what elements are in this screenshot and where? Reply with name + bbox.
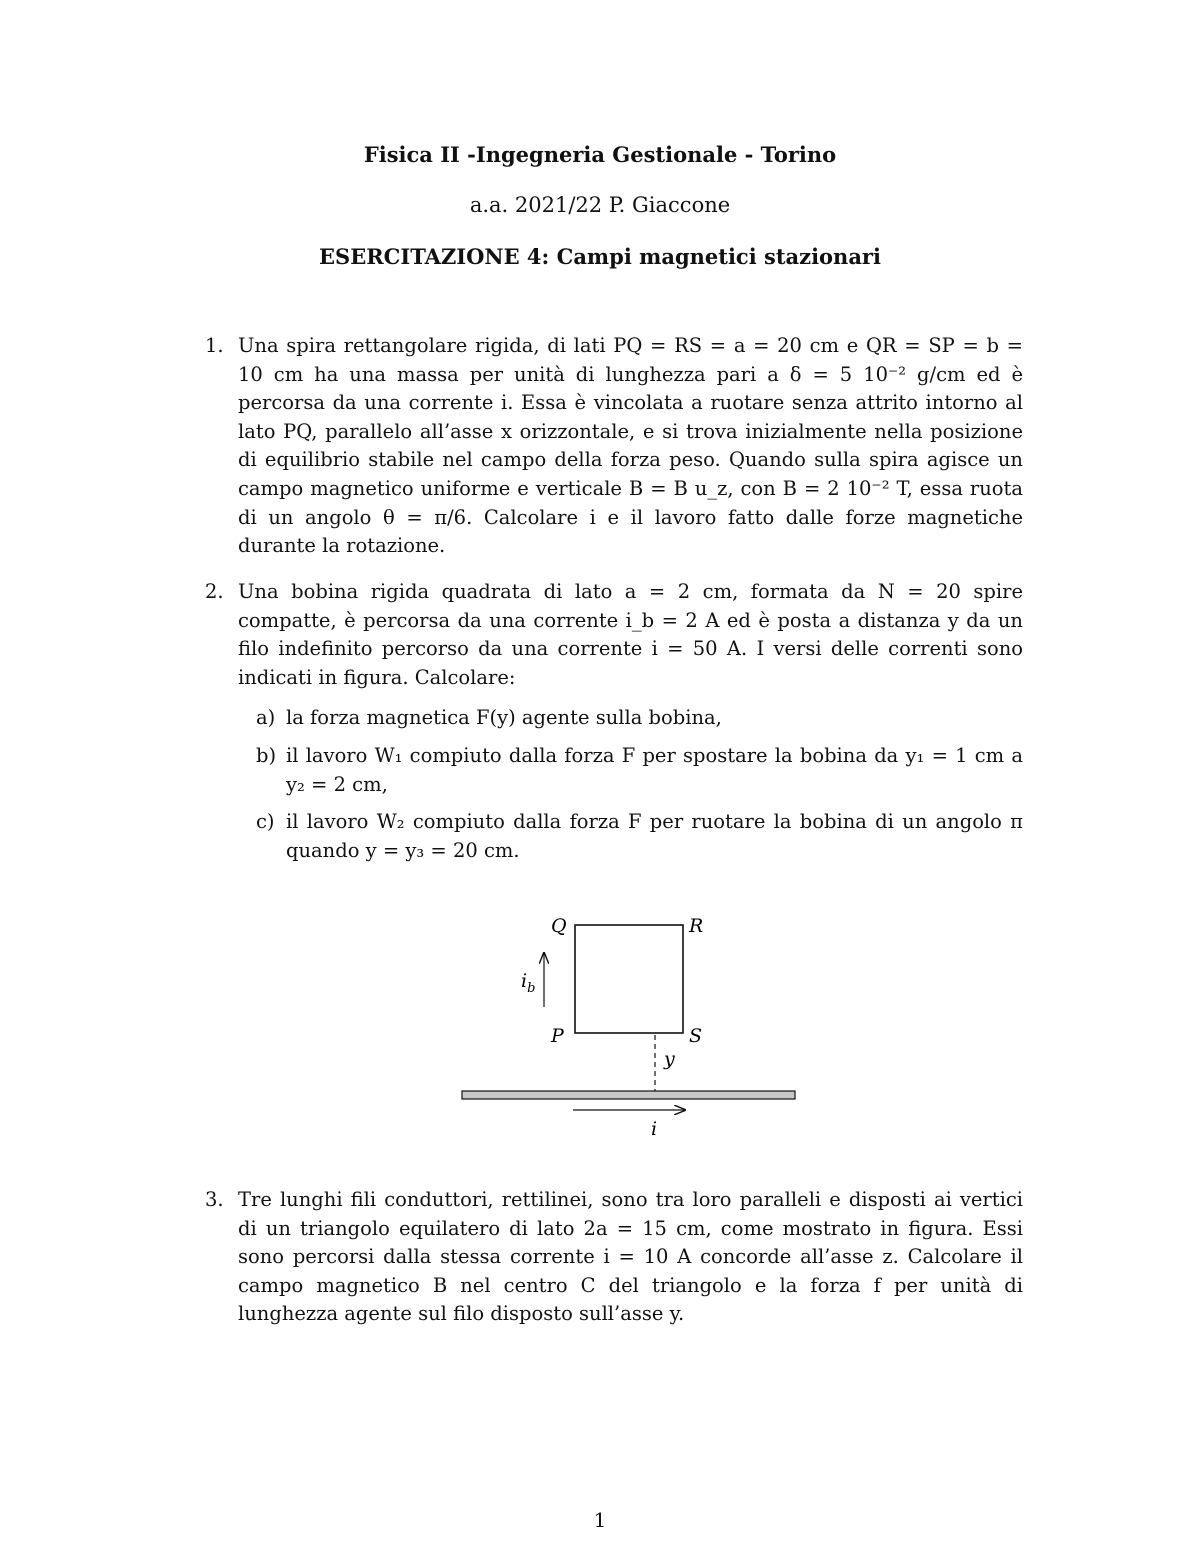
infinite-wire — [462, 1091, 795, 1099]
subitem-label: c) — [256, 810, 275, 834]
subitem-text: il lavoro W₂ compiuto dalla forza F per ruotare la bobina di un angolo π quando y = y₃ = 20 cm. — [286, 810, 1023, 862]
vertex-label-q: Q — [551, 915, 567, 937]
subitem-b — [238, 742, 1023, 799]
exercise-title: ESERCITAZIONE 4: Campi magnetici stazionari — [319, 244, 881, 269]
page-number: 1 — [593, 1508, 607, 1532]
subitem-label: a) — [256, 706, 276, 730]
document-subtitle: a.a. 2021/22 P. Giaccone — [469, 193, 731, 217]
subitem-text: il lavoro W₁ compiuto dalla forza F per spostare la bobina da y₁ = 1 cm a y₂ = 2 cm, — [286, 743, 1023, 796]
problem-3 — [205, 1186, 1023, 1329]
problem-text: Una bobina rigida quadrata di lato a = 2 cm, formata da N = 20 spire compatte, è percorsa da una corrente i_b = 2 A ed è posta a distanza y da un filo indefinito percorso da una corrente i = 50 A. I versi delle correnti sono indicati in figura. Calcolare: — [238, 580, 1023, 689]
subitem-label: b) — [256, 743, 277, 767]
problem-2 — [205, 578, 1023, 874]
subitem-list — [238, 704, 1023, 865]
square-coil — [575, 925, 683, 1033]
subitem-c — [238, 808, 1023, 865]
coil-current-label: $i_b$ — [521, 970, 536, 996]
vertex-label-s: S — [689, 1025, 703, 1047]
problem-number: 3. — [205, 1188, 224, 1211]
document-title: Fisica II -Ingegneria Gestionale - Torino — [363, 142, 837, 167]
problem-1 — [205, 332, 1023, 561]
problem-number: 2. — [205, 580, 224, 603]
problem-number: 1. — [205, 334, 224, 357]
subitem-text: la forza magnetica F(y) agente sulla bobina, — [286, 706, 722, 730]
subitem-a — [238, 704, 1023, 733]
coil-wire-figure — [455, 905, 805, 1145]
wire-current-label: i — [651, 1118, 658, 1140]
vertex-label-r: R — [689, 915, 704, 937]
problem-text: Tre lunghi fili conduttori, rettilinei, sono tra loro paralleli e disposti ai vertici di un triangolo equilatero di lato 2a = 15 cm, come mostrato in figura. Essi sono percorsi dalla stessa corrente i = 10 A concorde all’asse z. Calcolare il campo magnetico B nel centro C del triangolo e la forza f per unità di lunghezza agente sul filo disposto sull’asse y. — [238, 1188, 1023, 1326]
distance-label-y: y — [664, 1048, 675, 1070]
vertex-label-p: P — [551, 1025, 564, 1047]
problem-text: Una spira rettangolare rigida, di lati PQ = RS = a = 20 cm e QR = SP = b = 10 cm ha una massa per unità di lunghezza pari a δ = 5 10⁻² g/cm ed è percorsa da una corrente i. Essa è vincolata a ruotare senza attrito intorno al lato PQ, parallelo all’asse x orizzontale, e si trova inizialmente nella posizione di equilibrio stabile nel campo della forza peso. Quando sulla spira agisce un campo magnetico uniforme e verticale B = B u_z, con B = 2 10⁻² T, essa ruota di un angolo θ = π/6. Calcolare i e il lavoro fatto dalle forze magnetiche durante la rotazione. — [238, 334, 1023, 558]
